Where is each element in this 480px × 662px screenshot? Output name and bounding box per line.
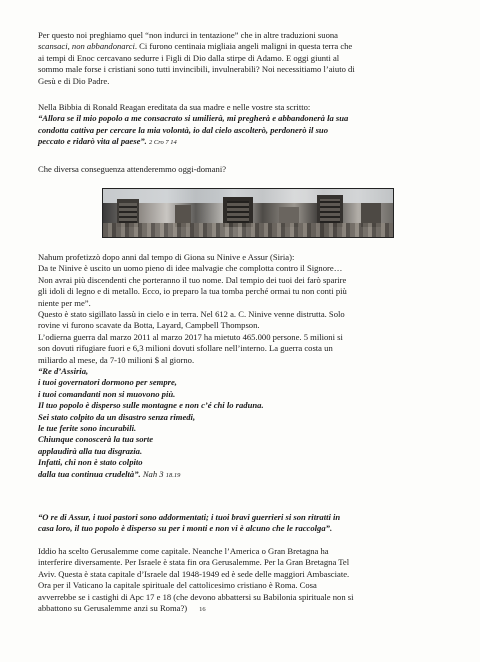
text-line: Ora per il Vaticano la capitale spirituale del cattolicesimo cristiano è Roma. Cosa bbox=[38, 580, 317, 591]
text-line bbox=[38, 603, 442, 615]
poem-line: i tuoi governatori dormono per sempre, bbox=[38, 377, 177, 388]
text-line: niente per me”. bbox=[38, 297, 91, 308]
text-line: gli idoli di legno e di metallo. Ecco, io preparo la tua tomba perché ormai tu non conti più bbox=[38, 286, 347, 297]
quote-end: peccato e ridarò vita al paese”. bbox=[38, 136, 147, 147]
quote-line: condotta cattiva per cercare la mia volontà, io dal cielo ascolterò, perdonerò il suo bbox=[38, 124, 329, 135]
paragraph-reagan-bible bbox=[38, 102, 442, 149]
poem-line: i tuoi comandanti non si muovono più. bbox=[38, 388, 176, 399]
text-line: Gesù e di Dio Padre. bbox=[38, 75, 110, 86]
paragraph-nahum bbox=[38, 252, 442, 366]
verse-reference: 2 Cro 7 14 bbox=[148, 139, 177, 147]
text-line: Da te Ninive è uscito un uomo pieno di idee malvagie che complotta contro il Signore… bbox=[38, 263, 343, 274]
poem-reference-verses: 18.19 bbox=[165, 471, 181, 479]
quote-line bbox=[38, 136, 442, 148]
quote-assur bbox=[38, 512, 442, 535]
text-line: Nahum profetizzò dopo anni dal tempo di Giona su Ninive e Assur (Siria): bbox=[38, 252, 295, 262]
text-line: sommo male forse i cristiani sono tutti invincibili, invulnerabili? Noi necessitiamo l’aiuto di bbox=[38, 64, 355, 75]
italic-phrase: scansaci, non abbandonarci bbox=[38, 41, 135, 52]
poem-reference: Nah 3 bbox=[142, 468, 164, 479]
text-line: miliardo al mese, da 7-10 milioni $ al giorno. bbox=[38, 354, 195, 365]
text-line: Non avrai più discendenti che porteranno il tuo nome. Dal tempio dei tuoi dei farò sparire bbox=[38, 274, 347, 285]
text-line: ai tempi di Enoc cercavano sedurre i Figli di Dio dalla stirpe di Adamo. E oggi giunti al bbox=[38, 52, 340, 63]
poem-line: Il tuo popolo è disperso sulle montagne e non c’é chi lo raduna. bbox=[38, 400, 264, 411]
poem-line: Infatti, chi non è stato colpito bbox=[38, 457, 143, 468]
poem-end: dalla tua continua crudeltà”. bbox=[38, 468, 141, 479]
text-line bbox=[38, 41, 442, 52]
quote-line: “Allora se il mio popolo a me consacrato si umilierà, mi pregherà e abbandonerà la sua bbox=[38, 113, 349, 124]
poem-line bbox=[38, 469, 442, 481]
text-line: Per questo noi preghiamo quel “non indurci in tentazione” che in altre traduzioni suona bbox=[38, 30, 338, 40]
poem-line: applaudirà alla tua disgrazia. bbox=[38, 445, 143, 456]
text-line: Aviv. Questa è stata capitale d’Israele dal 1948-1949 ed è sede delle maggiori Ambasciate. bbox=[38, 568, 350, 579]
paragraph-prayer bbox=[38, 30, 442, 87]
text-line: Questo è stato sigillato lassù in cielo e in terra. Nel 612 a. C. Ninive venne distrutta. Solo bbox=[38, 309, 345, 320]
page-number: 16 bbox=[199, 606, 206, 614]
question-line: Che diversa conseguenza attenderemmo oggi-domani? bbox=[38, 164, 227, 174]
text-line: avverrebbe se i castighi di Apc 17 e 18 (che devono abbattersi su Babilonia spirituale non si bbox=[38, 591, 354, 602]
paragraph-jerusalem bbox=[38, 546, 442, 615]
poem-block bbox=[38, 366, 442, 481]
text-line: Iddio ha scelto Gerusalemme come capitale. Neanche l’America o Gran Bretagna ha bbox=[38, 546, 329, 556]
poem-line: Sei stato colpito da un disastro senza rimedi, bbox=[38, 411, 196, 422]
text-line: rovine vi furono scavate da Botta, Layard, Campbell Thompson. bbox=[38, 320, 260, 331]
poem-line: le tue ferite sono incurabili. bbox=[38, 423, 137, 434]
poem-line: Chiunque conoscerà la tua sorte bbox=[38, 434, 154, 445]
quote-line: casa loro, il tuo popolo è disperso su per i monti e non vi è alcuno che le raccolga”. bbox=[38, 523, 333, 534]
text-end: abbattono su Gerusalemme anzi su Roma?) bbox=[38, 603, 188, 614]
text-line: son dovuti rifugiare fuori e 6,3 milioni dovuti sfollare nell’interno. La guerra costa un bbox=[38, 343, 333, 354]
text-line: L’odierna guerra dal marzo 2011 al marzo 2017 ha mietuto 465.000 persone. 5 milioni si bbox=[38, 331, 343, 342]
text-rest: . Ci furono centinaia migliaia angeli maligni in questa terra che bbox=[134, 41, 353, 52]
quote-line: “O re di Assur, i tuoi pastori sono addormentati; i tuoi bravi guerrieri si son ritratti in bbox=[38, 512, 341, 522]
intro-line: Nella Bibbia di Ronald Reagan ereditata da sua madre e nelle vostre sta scritto: bbox=[38, 102, 311, 112]
text-line: interferire diversamente. Per Israele è stata fin ora Gerusalemme. Per la Gran Bretagna Tel bbox=[38, 557, 350, 568]
war-ruins-photo bbox=[102, 188, 394, 238]
poem-line: “Re d’Assiria, bbox=[38, 366, 89, 376]
